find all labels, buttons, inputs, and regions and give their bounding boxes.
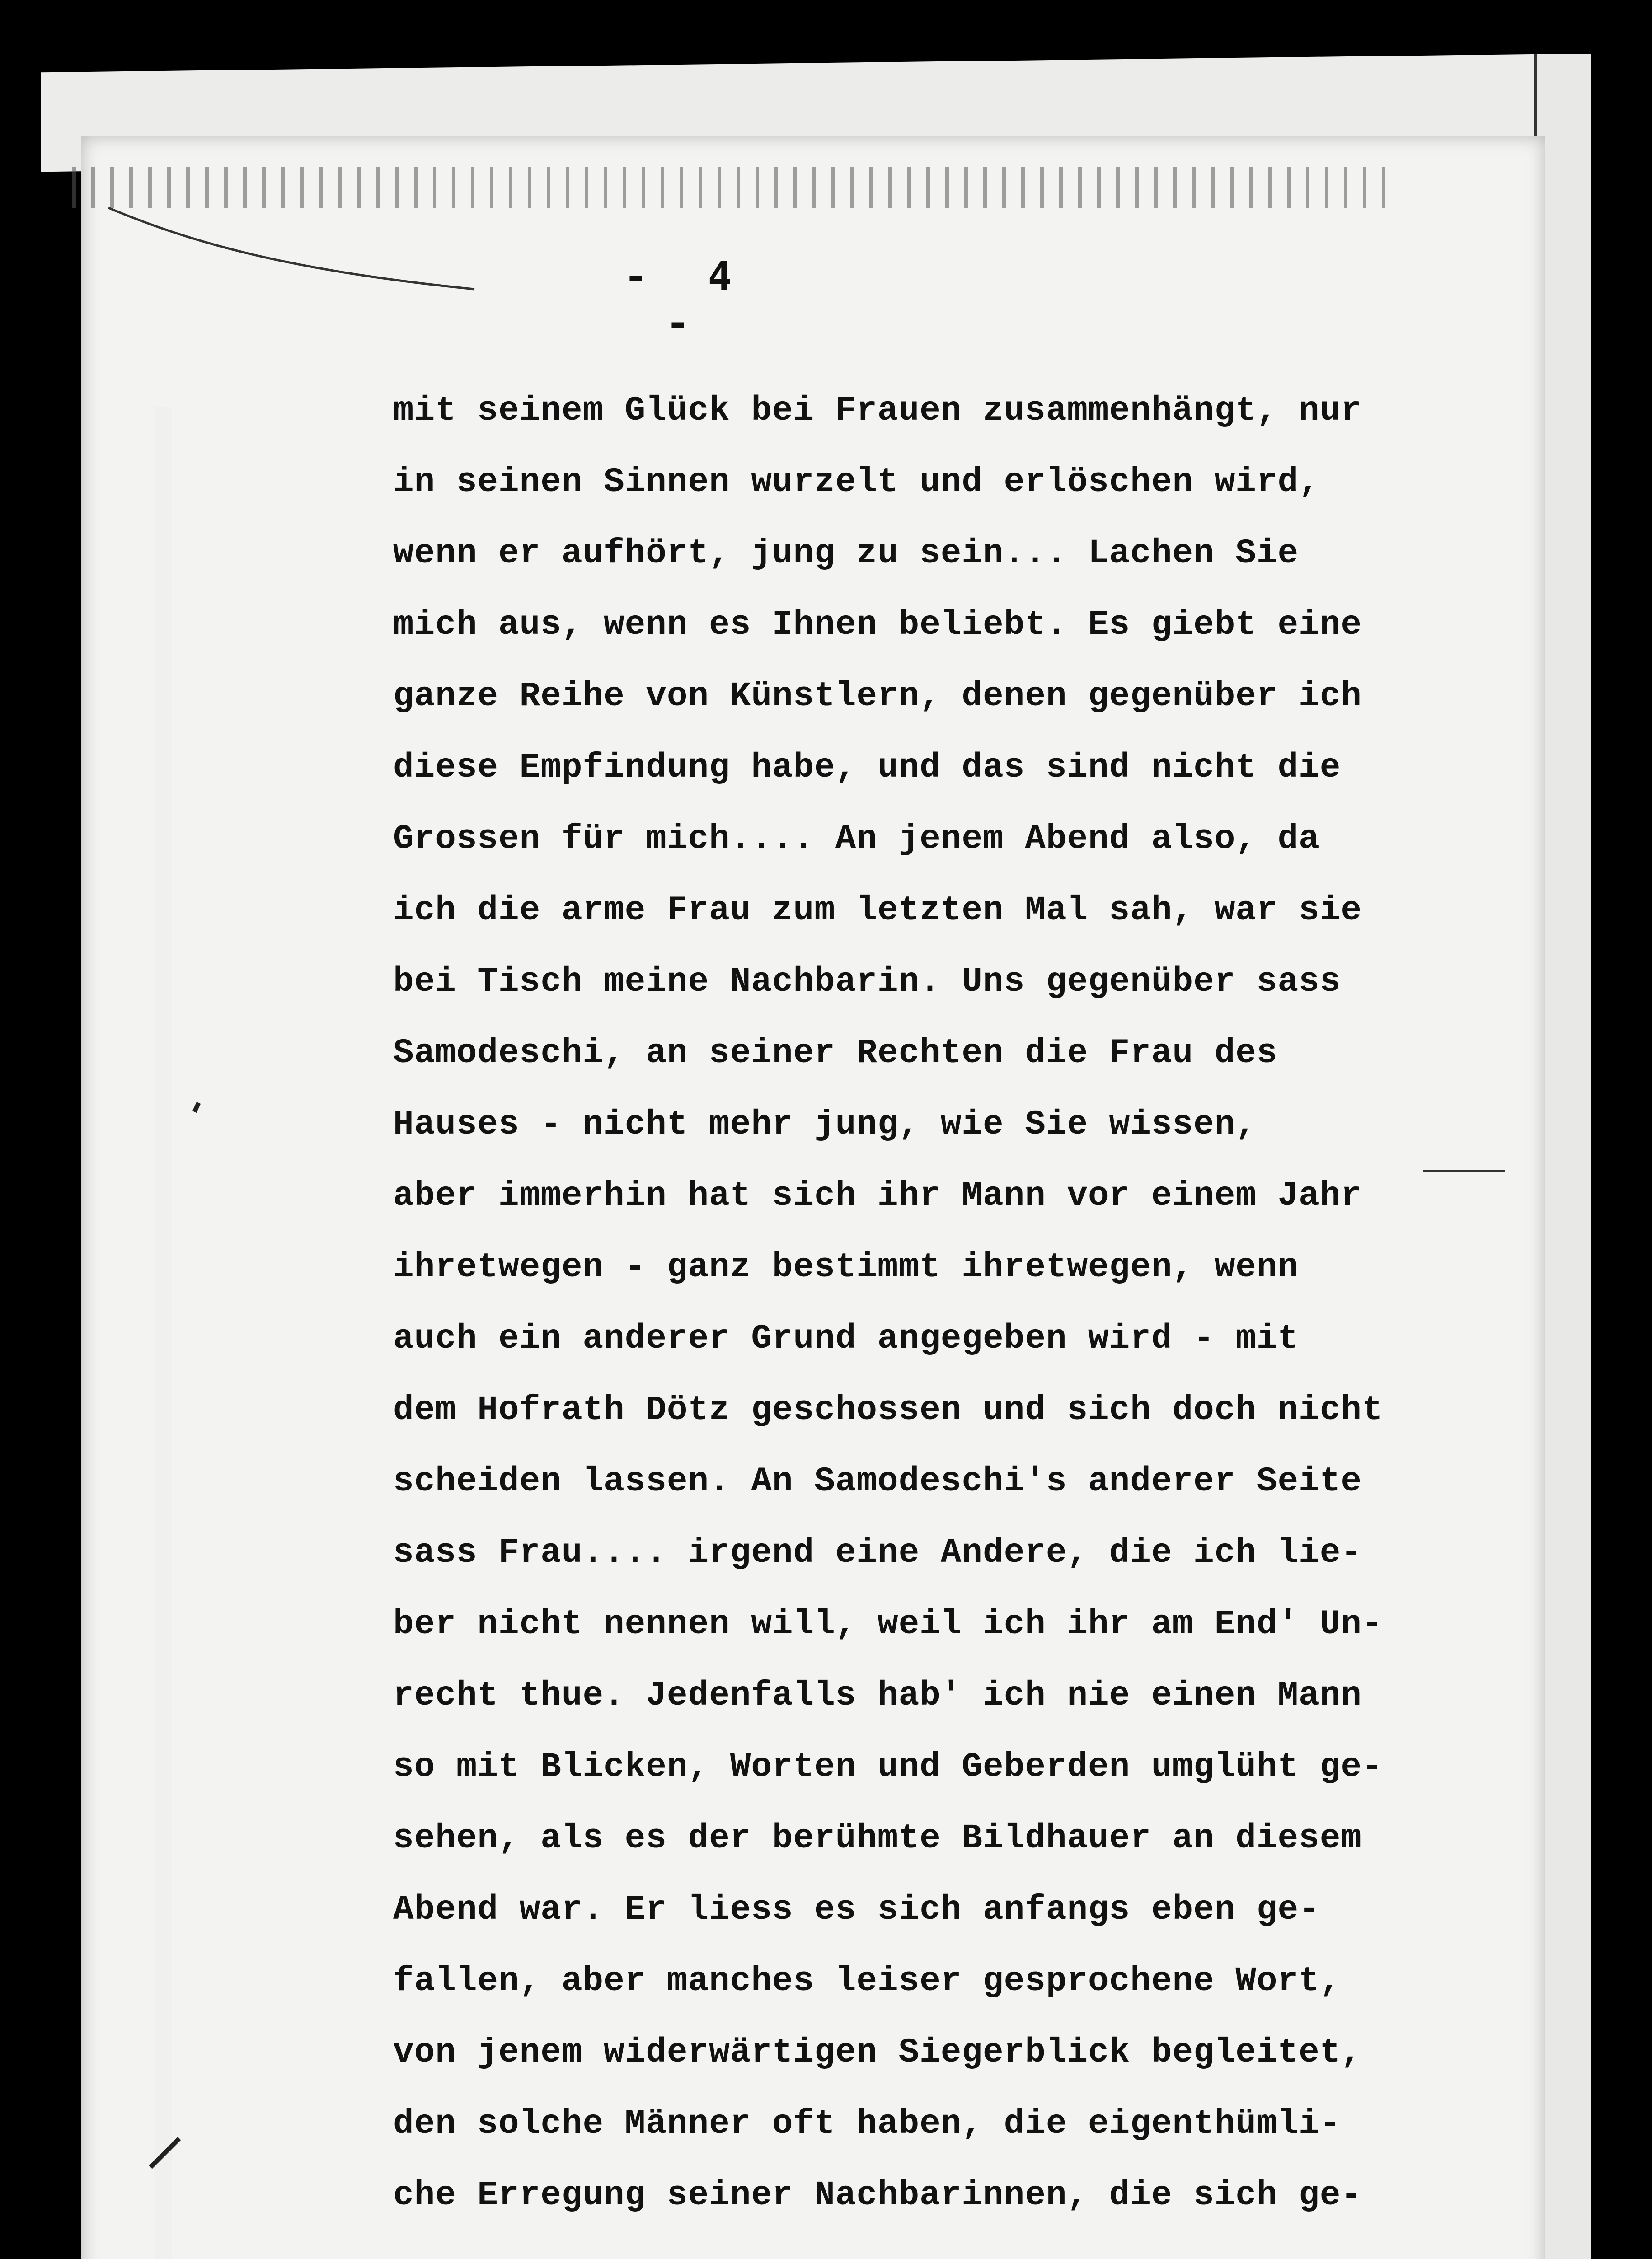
text-line: wenn er aufhört, jung zu sein... Lachen Sie	[393, 534, 1299, 573]
text-line: so mit Blicken, Worten und Geberden umglüht ge-	[393, 1748, 1383, 1786]
text-line: in seinen Sinnen wurzelt und erlöschen wird,	[393, 463, 1320, 501]
paper-left-edge	[154, 407, 172, 2259]
text-line: scheiden lassen. An Samodeschi's anderer Seite	[393, 1462, 1362, 1501]
text-line: den solche Männer oft haben, die eigenthümli-	[393, 2104, 1341, 2143]
text-line: bei Tisch meine Nachbarin. Uns gegenüber sass	[393, 962, 1341, 1001]
margin-dash-mark	[1423, 1170, 1505, 1172]
text-line: ganze Reihe von Künstlern, denen gegenüber ich	[393, 677, 1362, 716]
text-line: dem Hofrath Dötz geschossen und sich doch nicht	[393, 1391, 1383, 1429]
text-line: Hauses - nicht mehr jung, wie Sie wissen,	[393, 1105, 1257, 1144]
typescript-text	[393, 375, 1441, 2231]
text-line: sehen, als es der berühmte Bildhauer an diesem	[393, 1819, 1362, 1858]
text-line: auch ein anderer Grund angegeben wird - mit	[393, 1319, 1299, 1358]
text-line: Samodeschi, an seiner Rechten die Frau des	[393, 1034, 1278, 1073]
text-line: Grossen für mich.... An jenem Abend also, da	[393, 820, 1320, 858]
text-line: mich aus, wenn es Ihnen beliebt. Es giebt eine	[393, 605, 1362, 644]
paper-fold-line	[104, 190, 511, 307]
text-line: diese Empfindung habe, und das sind nicht die	[393, 748, 1341, 787]
text-line: ich die arme Frau zum letzten Mal sah, war sie	[393, 891, 1362, 930]
text-line: recht thue. Jedenfalls hab' ich nie einen Mann	[393, 1676, 1362, 1715]
text-line: ihretwegen - ganz bestimmt ihretwegen, wenn	[393, 1248, 1299, 1287]
page-number: - 4 -	[624, 253, 750, 346]
text-line: von jenem widerwärtigen Siegerblick begleitet,	[393, 2033, 1362, 2072]
text-line: che Erregung seiner Nachbarinnen, die sich ge-	[393, 2176, 1362, 2215]
text-line: fallen, aber manches leiser gesprochene Wort,	[393, 1962, 1341, 2001]
text-line: sass Frau.... irgend eine Andere, die ich lie-	[393, 1533, 1362, 1572]
text-line: mit seinem Glück bei Frauen zusammenhängt, nur	[393, 391, 1362, 430]
text-line: Abend war. Er liess es sich anfangs eben ge-	[393, 1890, 1320, 1929]
text-line: ber nicht nennen will, weil ich ihr am End' Un-	[393, 1605, 1383, 1644]
text-line: aber immerhin hat sich ihr Mann vor einem Jahr	[393, 1176, 1362, 1215]
